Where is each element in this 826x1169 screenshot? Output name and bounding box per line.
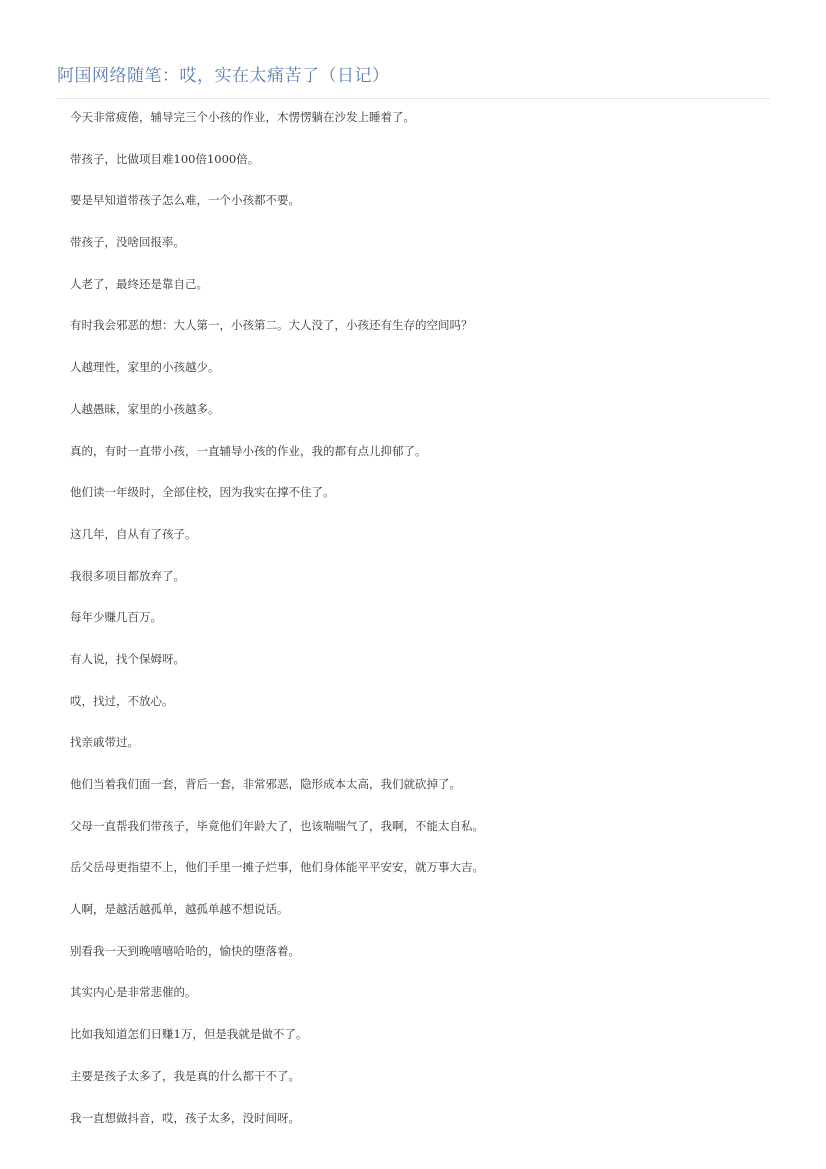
- paragraph: 有人说，找个保姆呀。: [70, 651, 185, 666]
- paragraph: 别看我一天到晚嘻嘻哈哈的，愉快的堕落着。: [70, 943, 300, 958]
- paragraph: 他们当着我们面一套，背后一套，非常邪恶，隐形成本太高，我们就砍掉了。: [70, 777, 461, 791]
- title-divider: [57, 98, 770, 99]
- paragraph: 真的，有时一直带小孩，一直辅导小孩的作业，我的都有点儿抑郁了。: [70, 443, 427, 458]
- paragraph: 他们读一年级时，全部住校，因为我实在撑不住了。: [70, 485, 335, 500]
- paragraph: 有时我会邪恶的想：大人第一，小孩第二。大人没了，小孩还有生存的空间吗？: [70, 318, 473, 333]
- paragraph: 要是早知道带孩子怎么难，一个小孩都不要。: [70, 193, 300, 208]
- paragraph: 人越理性，家里的小孩越少。: [70, 360, 220, 375]
- paragraph: 人啊，是越活越孤单，越孤单越不想说话。: [70, 902, 289, 917]
- paragraph: 父母一直帮我们带孩子，毕竟他们年龄大了，也该喘喘气了，我啊，不能太自私。: [70, 818, 484, 833]
- paragraph: 其实内心是非常悲催的。: [70, 985, 197, 1000]
- paragraph: 人越愚昧，家里的小孩越多。: [70, 401, 220, 416]
- paragraph: 人老了，最终还是靠自己。: [70, 276, 208, 291]
- paragraph: 岳父岳母更指望不上，他们手里一摊子烂事，他们身体能平平安安，就万事大吉。: [70, 860, 484, 875]
- paragraph: 今天非常疲倦，辅导完三个小孩的作业，木愣愣躺在沙发上睡着了。: [70, 110, 415, 124]
- article-body: [70, 106, 770, 1148]
- paragraph: 比如我知道怎们日赚1万，但是我就是做不了。: [70, 1027, 308, 1042]
- paragraph: 这几年，自从有了孩子。: [70, 526, 197, 541]
- paragraph: 带孩子，没啥回报率。: [70, 235, 185, 250]
- paragraph: 哎，找过，不放心。: [70, 693, 174, 708]
- article-title: 阿国网络随笔：哎，实在太痛苦了（日记）: [57, 66, 390, 86]
- paragraph: 带孩子，比做项目难100倍1000倍。: [70, 151, 260, 166]
- paragraph: 我很多项目都放弃了。: [70, 568, 185, 583]
- paragraph: 每年少赚几百万。: [70, 610, 162, 625]
- paragraph: 我一直想做抖音，哎，孩子太多，没时间呀。: [70, 1110, 300, 1125]
- paragraph: 主要是孩子太多了，我是真的什么都干不了。: [70, 1068, 300, 1083]
- paragraph: 找亲戚带过。: [70, 735, 139, 750]
